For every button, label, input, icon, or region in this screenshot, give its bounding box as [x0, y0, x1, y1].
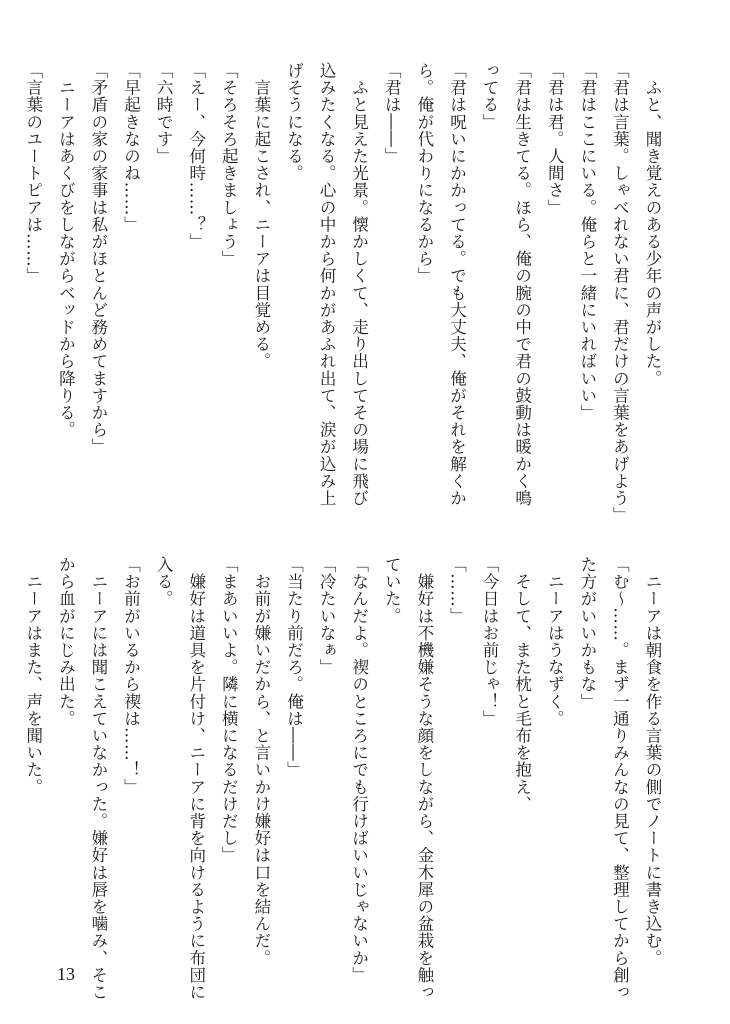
- text-line: ニーアはまた、声を聞いた。: [23, 556, 43, 796]
- text-line: そして、また枕と毛布を抱え、: [512, 556, 532, 813]
- text-line: 「矛盾の家の家事は私がほとんど務めてますから」: [88, 62, 108, 456]
- text-line: 「君はここにいる。俺らと一緒にいればいい」: [577, 62, 597, 422]
- text-line: げそうになる。: [284, 62, 304, 182]
- text-line: 「君は呪いにかかってる。でも大丈夫、俺がそれを解くか: [447, 62, 467, 507]
- text-line: ふと、聞き覚えのある少年の声がした。: [643, 62, 662, 387]
- text-line: ニーアはうなずく。: [545, 556, 565, 727]
- text-line: 「まあいいよ。隣に横になるだけだし」: [219, 556, 239, 864]
- text-line: 「君は言葉。しゃべれない君に、君だけの言葉をあげよう」: [610, 62, 630, 524]
- text-line: 「今日はお前じゃ！」: [480, 556, 500, 727]
- text-line: 「そろそろ起きましょう」: [219, 62, 239, 268]
- text-line: 言葉に起こされ、ニーアは目覚める。: [251, 62, 271, 370]
- text-line: 「なんだよ。禊のところにでも行けばいいじゃないか」: [349, 556, 369, 984]
- text-line: 「言葉のユートピアは……」: [23, 62, 43, 285]
- text-line: 「早起きなのね……」: [121, 62, 141, 233]
- text-line: 「君は君。人間さ」: [545, 62, 565, 216]
- text-line: 入る。: [154, 556, 174, 608]
- text-line: 「六時です」: [154, 62, 174, 165]
- upper-text-block: [16, 62, 668, 524]
- text-line: ら。俺が代わりになるから」: [414, 62, 434, 285]
- text-line: ふと見えた光景。懐かしくて、走り出してその場に飛び: [349, 62, 369, 507]
- text-line: 「君は生きてる。ほら、俺の腕の中で君の鼓動は暖かく鳴: [512, 62, 532, 507]
- lower-text-block: [16, 556, 668, 1001]
- text-line: た方がいいかもな」: [577, 556, 597, 710]
- text-line: 込みたくなる。心の中から何かがあふれ出て、涙が込み上: [317, 62, 337, 507]
- text-line: 「君は――」: [382, 62, 402, 165]
- text-line: 「えー、今何時……？」: [186, 62, 206, 251]
- text-line: ニーアはあくびをしながらベッドから降りる。: [56, 62, 76, 439]
- text-line: ってる」: [480, 62, 500, 131]
- text-line: ニーアには聞こえていなかった。嫌好は唇を噛み、そこ: [88, 556, 108, 1001]
- page-number: 13: [57, 964, 75, 984]
- text-line: 「冷たいなぁ」: [317, 556, 337, 676]
- text-line: お前が嫌いだから、と言いかけ嫌好は口を結んだ。: [251, 556, 271, 967]
- text-line: 「む～……。まず一通りみんなの見て、整理してから創っ: [610, 556, 630, 1001]
- text-line: ていた。: [382, 556, 402, 625]
- text-line: 「……」: [447, 556, 467, 625]
- text-line: 嫌好は不機嫌そうな顔をしながら、金木犀の盆栽を触っ: [414, 556, 434, 1001]
- text-line: 嫌好は道具を片付け、ニーアに背を向けるように布団に: [186, 556, 206, 1001]
- text-line: から血がにじみ出た。: [56, 556, 76, 727]
- text-line: ニーアは朝食を作る言葉の側でノートに書き込む。: [643, 556, 662, 967]
- text-line: 「お前がいるから禊は……！」: [121, 556, 141, 796]
- text-line: 「当たり前だろ。俺は――」: [284, 556, 304, 779]
